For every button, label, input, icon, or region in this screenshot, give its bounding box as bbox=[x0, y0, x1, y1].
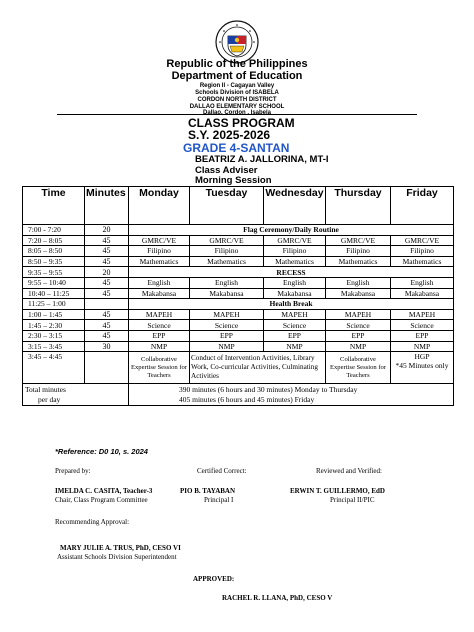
subject-cell: MAPEH bbox=[190, 309, 264, 320]
subject-cell: Mathematics bbox=[190, 256, 264, 267]
subject-cell: Mathematics bbox=[129, 256, 190, 267]
table-row bbox=[23, 267, 454, 278]
total-minutes-value bbox=[129, 384, 454, 406]
minutes-cell: 45 bbox=[85, 309, 129, 320]
column-header-monday: Monday bbox=[129, 187, 190, 225]
collaborative-session-monday: Collaborative Expertise Session for Teachers bbox=[129, 352, 190, 384]
district-name: CORDON NORTH DISTRICT bbox=[197, 97, 277, 103]
table-row bbox=[23, 352, 454, 384]
table-row bbox=[23, 235, 454, 246]
column-header-time: Time bbox=[23, 187, 85, 225]
subject-cell: Science bbox=[190, 320, 264, 331]
total-line-2: 405 minutes (6 hours and 45 minutes) Friday bbox=[179, 394, 315, 404]
time-cell: 3:15 – 3:45 bbox=[23, 341, 85, 352]
time-cell: 8:05 – 8:50 bbox=[23, 246, 85, 257]
prepared-title: Chair, Class Program Committee bbox=[55, 496, 148, 504]
table-row bbox=[23, 246, 454, 257]
table-header-row bbox=[23, 187, 454, 225]
time-cell: 1:45 – 2:30 bbox=[23, 320, 85, 331]
table-row bbox=[23, 330, 454, 341]
subject-cell: EPP bbox=[391, 330, 454, 341]
time-cell: 3:45 – 4:45 bbox=[23, 352, 85, 384]
prepared-name: IMELDA C. CASITA, Teacher-3 bbox=[55, 487, 153, 495]
subject-cell: Mathematics bbox=[391, 256, 454, 267]
certified-title: Principal I bbox=[204, 496, 234, 504]
minutes-cell: 45 bbox=[85, 235, 129, 246]
time-cell: 11:25 – 1:00 bbox=[23, 299, 85, 310]
subject-cell: Makabansa bbox=[129, 288, 190, 299]
session-label: Morning Session bbox=[195, 175, 272, 186]
subject-cell: GMRC/VE bbox=[129, 235, 190, 246]
health-break-cell: Health Break bbox=[129, 299, 454, 310]
subject-cell: Science bbox=[326, 320, 391, 331]
country-name: Republic of the Philippines bbox=[166, 58, 308, 70]
subject-cell: MAPEH bbox=[129, 309, 190, 320]
minutes-cell: 45 bbox=[85, 320, 129, 331]
grade-section: GRADE 4-SANTAN bbox=[183, 141, 290, 155]
table-row bbox=[23, 225, 454, 236]
friday-hgp-cell bbox=[391, 352, 454, 384]
time-cell: 1:00 – 1:45 bbox=[23, 309, 85, 320]
subject-cell: Filipino bbox=[129, 246, 190, 257]
flag-ceremony-cell: Flag Ceremony/Daily Routine bbox=[129, 225, 454, 236]
school-year: S.Y. 2025-2026 bbox=[188, 128, 271, 142]
subject-cell: EPP bbox=[264, 330, 326, 341]
subject-cell: Science bbox=[129, 320, 190, 331]
column-header-thursday: Thursday bbox=[326, 187, 391, 225]
minutes-cell: 45 bbox=[85, 277, 129, 288]
subject-cell: Makabansa bbox=[264, 288, 326, 299]
certified-name: PIO B. TAYABAN bbox=[180, 487, 236, 495]
minutes-cell: 45 bbox=[85, 330, 129, 341]
reviewed-title: Principal II/PIC bbox=[330, 496, 375, 504]
minutes-cell bbox=[85, 352, 129, 384]
reviewed-name: ERWIN T. GUILLERMO, EdD bbox=[290, 487, 385, 495]
total-label-line1: Total minutes bbox=[25, 384, 66, 394]
minutes-cell: 45 bbox=[85, 246, 129, 257]
subject-cell: NMP bbox=[326, 341, 391, 352]
minutes-cell bbox=[85, 299, 129, 310]
total-line-1: 390 minutes (6 hours and 30 minutes) Monday to Thursday bbox=[179, 384, 358, 394]
minutes-cell: 20 bbox=[85, 267, 129, 278]
class-schedule-table bbox=[22, 186, 454, 406]
subject-cell: NMP bbox=[190, 341, 264, 352]
subject-cell: Filipino bbox=[326, 246, 391, 257]
adviser-name: BEATRIZ A. JALLORINA, MT-I bbox=[195, 154, 329, 165]
subject-cell: English bbox=[326, 277, 391, 288]
column-header-friday: Friday bbox=[391, 187, 454, 225]
subject-cell: MAPEH bbox=[264, 309, 326, 320]
recess-cell: RECESS bbox=[129, 267, 454, 278]
total-minutes-label bbox=[23, 384, 129, 406]
division-name: Schools Division of ISABELA bbox=[195, 90, 279, 96]
minutes-cell: 45 bbox=[85, 256, 129, 267]
subject-cell: English bbox=[391, 277, 454, 288]
subject-cell: GMRC/VE bbox=[190, 235, 264, 246]
subject-cell: English bbox=[264, 277, 326, 288]
table-row bbox=[23, 288, 454, 299]
prepared-label: Prepared by: bbox=[55, 467, 91, 475]
subject-cell: English bbox=[129, 277, 190, 288]
time-cell: 9:55 – 10:40 bbox=[23, 277, 85, 288]
subject-cell: Filipino bbox=[190, 246, 264, 257]
subject-cell: NMP bbox=[129, 341, 190, 352]
subject-cell: Science bbox=[264, 320, 326, 331]
subject-cell: NMP bbox=[391, 341, 454, 352]
table-row bbox=[23, 277, 454, 288]
total-minutes-row bbox=[23, 384, 454, 406]
subject-cell: Mathematics bbox=[326, 256, 391, 267]
column-header-tuesday: Tuesday bbox=[190, 187, 264, 225]
program-title: CLASS PROGRAM bbox=[188, 116, 295, 130]
table-row bbox=[23, 299, 454, 310]
recommending-name: MARY JULIE A. TRUS, PhD, CESO VI bbox=[60, 544, 181, 552]
subject-cell: GMRC/VE bbox=[391, 235, 454, 246]
table-row bbox=[23, 341, 454, 352]
subject-cell: EPP bbox=[326, 330, 391, 341]
minutes-cell: 20 bbox=[85, 225, 129, 236]
subject-cell: English bbox=[190, 277, 264, 288]
reviewed-label: Reviewed and Verified: bbox=[316, 467, 382, 475]
subject-cell: GMRC/VE bbox=[264, 235, 326, 246]
subject-cell: Makabansa bbox=[190, 288, 264, 299]
column-header-minutes: Minutes bbox=[85, 187, 129, 225]
table-row bbox=[23, 256, 454, 267]
header-divider bbox=[57, 114, 417, 115]
subject-cell: Makabansa bbox=[391, 288, 454, 299]
subject-cell: EPP bbox=[129, 330, 190, 341]
certified-label: Certified Correct: bbox=[197, 467, 247, 475]
approved-name: RACHEL R. LLANA, PhD, CESO V bbox=[222, 594, 333, 602]
collaborative-session-thursday: Collaborative Expertise Session for Teachers bbox=[326, 352, 391, 384]
subject-cell: Science bbox=[391, 320, 454, 331]
school-name: DALLAO ELEMENTARY SCHOOL bbox=[189, 104, 285, 110]
subject-cell: MAPEH bbox=[391, 309, 454, 320]
table-row bbox=[23, 320, 454, 331]
subject-cell: MAPEH bbox=[326, 309, 391, 320]
adviser-role: Class Adviser bbox=[195, 165, 258, 176]
total-label-line2: per day bbox=[38, 394, 61, 404]
subject-cell: EPP bbox=[190, 330, 264, 341]
subject-cell: Filipino bbox=[391, 246, 454, 257]
column-header-wednesday: Wednesday bbox=[264, 187, 326, 225]
table-row bbox=[23, 309, 454, 320]
subject-cell: Mathematics bbox=[264, 256, 326, 267]
time-cell: 10:40 – 11:25 bbox=[23, 288, 85, 299]
intervention-activities-cell: Conduct of Intervention Activities, Library Work, Co-curricular Activities, Culminating Activities bbox=[190, 352, 326, 384]
reference-note: *Reference: D0 10, s. 2024 bbox=[55, 447, 148, 456]
time-cell: 2:30 – 3:15 bbox=[23, 330, 85, 341]
time-cell: 7:00 - 7:20 bbox=[23, 225, 85, 236]
recommending-title: Assistant Schools Division Superintendent bbox=[57, 553, 177, 561]
school-address: Dallao, Cordon , Isabela bbox=[202, 110, 271, 116]
subject-cell: Makabansa bbox=[326, 288, 391, 299]
recommending-label: Recommending Approval: bbox=[55, 518, 130, 526]
subject-cell: Filipino bbox=[264, 246, 326, 257]
approved-label: APPROVED: bbox=[193, 575, 235, 583]
department-name: Department of Education bbox=[171, 70, 303, 82]
region-name: Region II - Cagayan Valley bbox=[199, 83, 275, 89]
minutes-cell: 45 bbox=[85, 288, 129, 299]
time-cell: 7:20 – 8:05 bbox=[23, 235, 85, 246]
hgp-label: HGP bbox=[414, 352, 430, 362]
hgp-note: *45 Minutes only bbox=[395, 361, 449, 371]
minutes-cell: 30 bbox=[85, 341, 129, 352]
subject-cell: GMRC/VE bbox=[326, 235, 391, 246]
subject-cell: NMP bbox=[264, 341, 326, 352]
time-cell: 8:50 – 9:35 bbox=[23, 256, 85, 267]
time-cell: 9:35 – 9:55 bbox=[23, 267, 85, 278]
